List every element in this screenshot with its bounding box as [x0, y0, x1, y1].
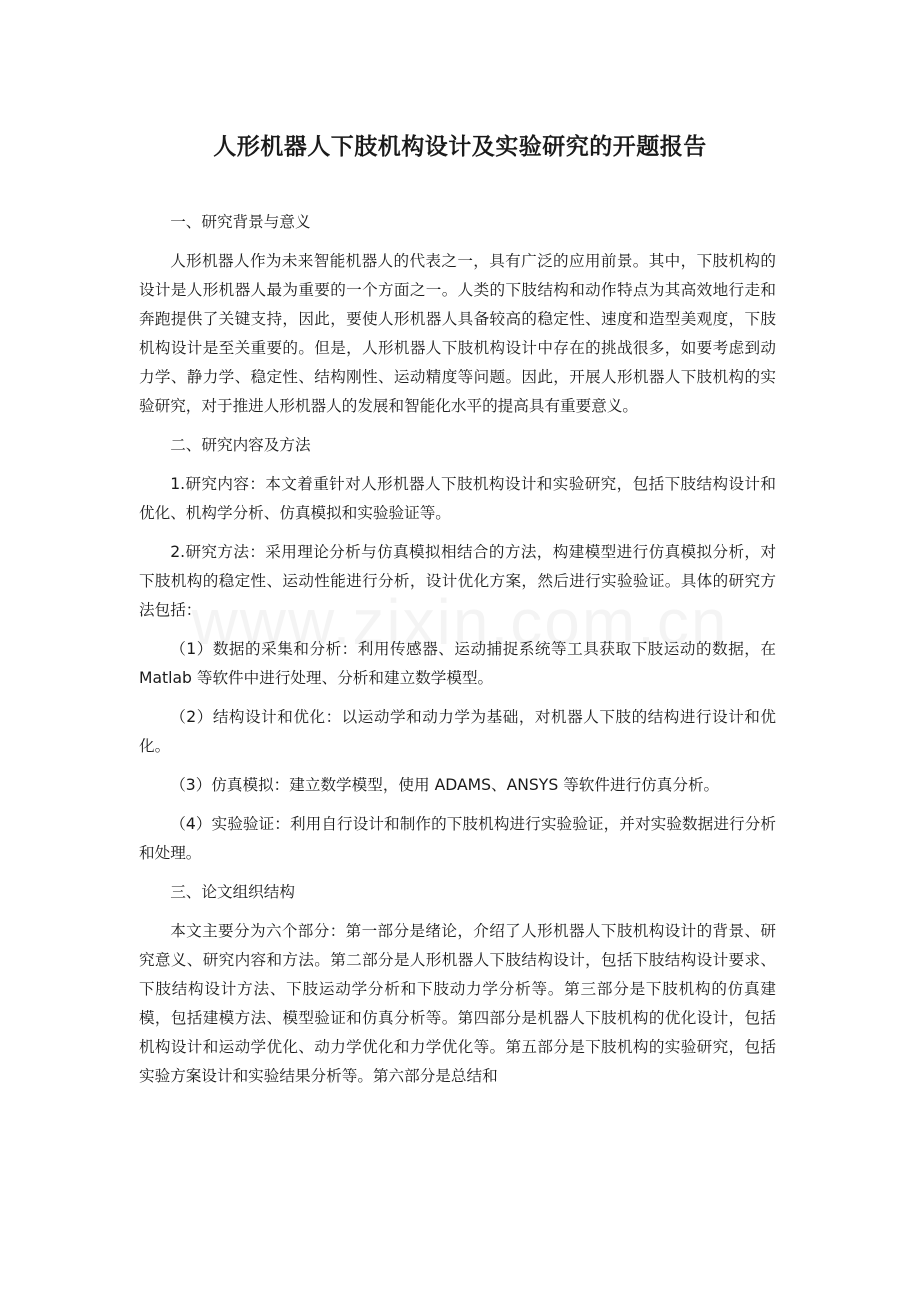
- section-heading: 三、论文组织结构: [170, 883, 295, 901]
- paragraph: 1.研究内容：本文着重针对人形机器人下肢机构设计和实验研究，包括下肢结构设计和优化、机构学分析、仿真模拟和实验验证等。: [139, 475, 776, 522]
- list-item: （2）结构设计和优化：以运动学和动力学为基础，对机器人下肢的结构进行设计和优化。: [139, 708, 776, 755]
- section-heading: 二、研究内容及方法: [170, 436, 311, 454]
- list-item: （4）实验验证：利用自行设计和制作的下肢机构进行实验验证，并对实验数据进行分析和处理。: [139, 815, 776, 862]
- paragraph: 人形机器人作为未来智能机器人的代表之一，具有广泛的应用前景。其中，下肢机构的设计是人形机器人最为重要的一个方面之一。人类的下肢结构和动作特点为其高效地行走和奔跑提供了关键支持，因此，要使人形机器人具备较高的稳定性、速度和造型美观度，下肢机构设计是至关重要的。但是，人形机器人下肢机构设计中存在的挑战很多，如要考虑到动力学、静力学、稳定性、结构刚性、运动精度等问题。因此，开展人形机器人下肢机构的实验研究，对于推进人形机器人的发展和智能化水平的提高具有重要意义。: [139, 252, 776, 415]
- list-item: （3）仿真模拟：建立数学模型，使用 ADAMS、ANSYS 等软件进行仿真分析。: [170, 776, 720, 794]
- document-title: 人形机器人下肢机构设计及实验研究的开题报告: [213, 134, 707, 160]
- paragraph: 2.研究方法：采用理论分析与仿真模拟相结合的方法，构建模型进行仿真模拟分析，对下肢机构的稳定性、运动性能进行分析，设计优化方案，然后进行实验验证。具体的研究方法包括：: [139, 543, 776, 619]
- list-item: （1）数据的采集和分析：利用传感器、运动捕捉系统等工具获取下肢运动的数据，在 Matlab 等软件中进行处理、分析和建立数学模型。: [139, 640, 776, 687]
- document-body: [139, 208, 776, 1091]
- section-heading: 一、研究背景与意义: [170, 213, 311, 231]
- paragraph: 本文主要分为六个部分：第一部分是绪论，介绍了人形机器人下肢机构设计的背景、研究意义、研究内容和方法。第二部分是人形机器人下肢结构设计，包括下肢结构设计要求、下肢结构设计方法、下肢运动学分析和下肢动力学分析等。第三部分是下肢机构的仿真建模，包括建模方法、模型验证和仿真分析等。第四部分是机器人下肢机构的优化设计，包括机构设计和运动学优化、动力学优化和力学优化等。第五部分是下肢机构的实验研究，包括实验方案设计和实验结果分析等。第六部分是总结和: [139, 922, 776, 1085]
